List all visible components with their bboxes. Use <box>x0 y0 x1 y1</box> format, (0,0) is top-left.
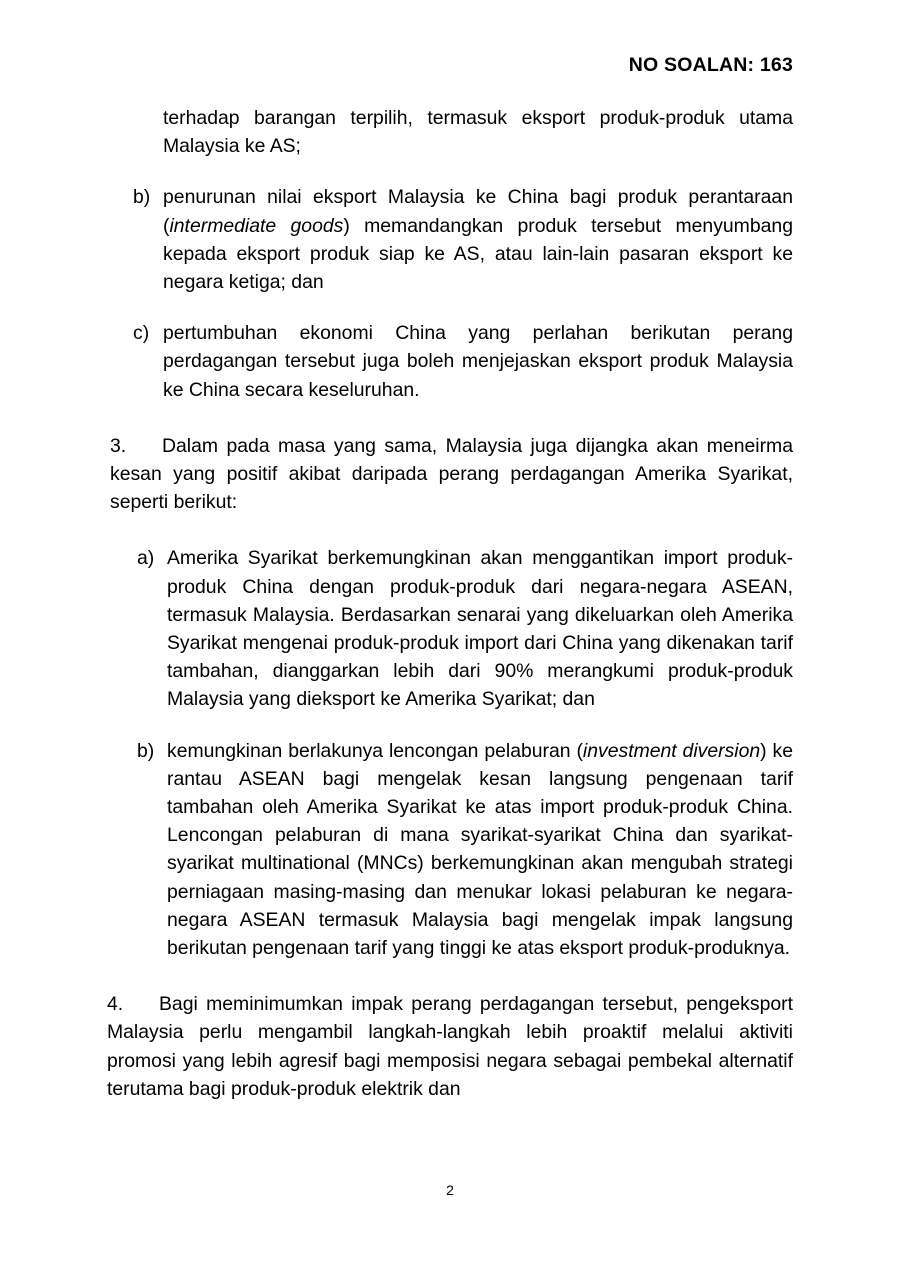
list-item-text-before-italic: kemungkinan berlakunya lencongan pelaburan ( <box>167 739 583 762</box>
list-item-text <box>167 737 793 963</box>
spacer <box>107 714 793 737</box>
list-item-marker: a) <box>137 547 155 570</box>
list-item-marker: b) <box>133 186 151 209</box>
list-item <box>137 544 793 713</box>
numbered-paragraph <box>110 432 793 517</box>
list-item-text: Amerika Syarikat berkemungkinan akan menggantikan import produk-produk China dengan produk-produk dari negara-negara ASEAN, termasuk Malaysia. Berdasarkan senarai yang dikeluarkan oleh Amerika Syarikat mengenai produk-produk import dari China yang dikenakan tarif tambahan, dianggarkan lebih dari 90% merangkumi produk-produk Malaysia yang dieksport ke Amerika Syarikat; dan <box>167 547 793 711</box>
list-item <box>133 319 793 404</box>
list-item-text-before-italic: penurunan nilai eksport Malaysia ke China bagi produk perantaraan ( <box>163 186 793 237</box>
list-item <box>137 737 793 963</box>
continued-list-item-paragraph: terhadap barangan terpilih, termasuk eksport produk-produk utama Malaysia ke AS; <box>163 107 793 158</box>
list-item-marker: c) <box>133 322 150 345</box>
numbered-paragraph <box>107 990 793 1103</box>
paragraph-text: Bagi meminimumkan impak perang perdagangan tersebut, pengeksport Malaysia perlu mengambil langkah-langkah lebih proaktif melalui aktiviti promosi yang lebih agresif bagi memposisi negara sebagai pembekal alternatif terutama bagi produk-produk elektrik dan <box>107 993 793 1100</box>
italic-term-investment-diversion: investment diversion <box>582 739 761 762</box>
document-body <box>107 104 793 1103</box>
list-item-text: pertumbuhan ekonomi China yang perlahan berikutan perang perdagangan tersebut juga boleh menjejaskan eksport produk Malaysia ke China secara keseluruhan. <box>163 322 793 401</box>
spacer <box>107 296 793 319</box>
paragraph-number: 3. <box>110 434 127 457</box>
paragraph-number: 4. <box>107 993 124 1016</box>
italic-term-intermediate-goods: intermediate goods <box>169 214 344 237</box>
spacer <box>107 404 793 432</box>
document-header-title: NO SOALAN: 163 <box>628 54 793 76</box>
paragraph-text: Dalam pada masa yang sama, Malaysia juga dijangka akan meneirma kesan yang positif akibat daripada perang perdagangan Amerika Syarikat, seperti berikut: <box>110 434 793 514</box>
list-item <box>133 183 793 296</box>
list-item-text-after-italic: ) ke rantau ASEAN bagi mengelak kesan langsung pengenaan tarif tambahan oleh Amerika Syarikat ke atas import produk-produk China. Lencongan pelaburan di mana syarikat-syarikat China dan syarikat-syarikat multinational (MNCs) berkemungkinan akan mengubah strategi perniagaan masing-masing dan menukar lokasi pelaburan ke negara-negara ASEAN termasuk Malaysia bagi mengelak impak langsung berikutan pengenaan tarif yang tinggi ke atas eksport produk-produknya. <box>167 739 793 960</box>
spacer <box>107 160 793 183</box>
spacer <box>107 962 793 990</box>
page-number: 2 <box>446 1182 454 1198</box>
list-item-marker: b) <box>137 739 155 762</box>
list-item-text-after-italic: ) memandangkan produk tersebut menyumbang kepada eksport produk siap ke AS, atau lain-lain pasaran eksport ke negara ketiga; dan <box>163 214 793 294</box>
list-item-text <box>163 183 793 296</box>
spacer <box>107 516 793 544</box>
